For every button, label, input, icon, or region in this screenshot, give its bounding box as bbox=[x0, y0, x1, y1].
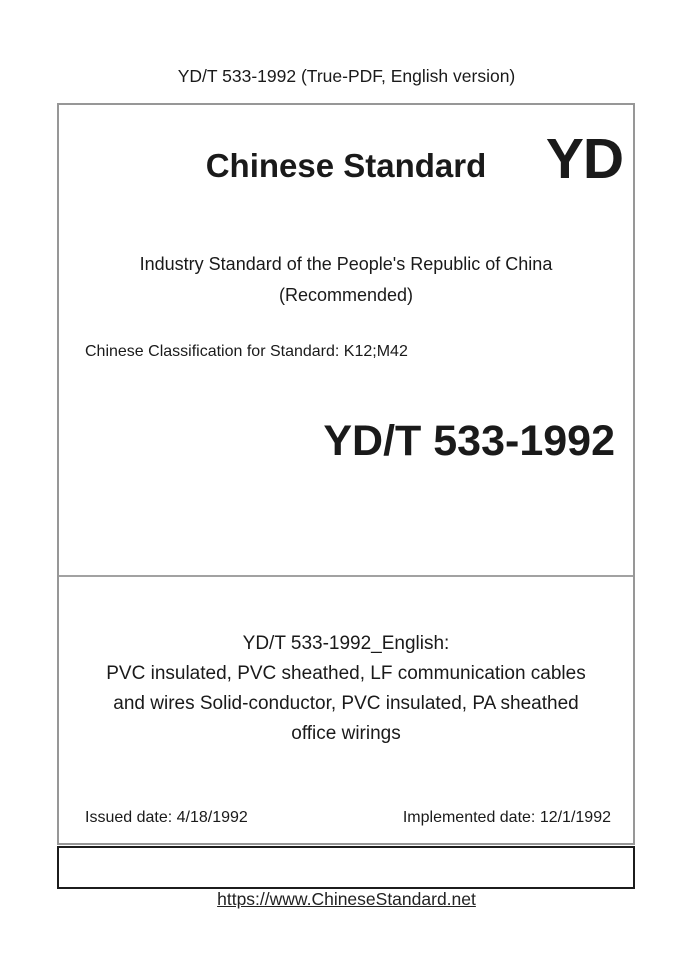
dates-row bbox=[85, 807, 611, 829]
subtitle-line: Industry Standard of the People's Republic of China bbox=[139, 254, 553, 274]
english-title-line: YD/T 533-1992_English: bbox=[242, 633, 450, 654]
site-link[interactable]: https://www.ChineseStandard.net bbox=[217, 889, 476, 909]
subtitle-block bbox=[59, 249, 633, 311]
cover-box bbox=[57, 103, 635, 845]
recommended-label: (Recommended) bbox=[278, 285, 414, 305]
english-title-line: and wires Solid-conductor, PVC insulated, PA sheathed bbox=[113, 693, 579, 714]
classification-text: Chinese Classification for Standard: K12;M42 bbox=[85, 343, 408, 360]
footer bbox=[0, 889, 693, 910]
document-header: YD/T 533-1992 (True-PDF, English version) bbox=[177, 66, 516, 86]
english-title-line: office wirings bbox=[291, 723, 401, 744]
empty-footer-box bbox=[57, 846, 635, 889]
english-title-block bbox=[59, 629, 633, 749]
implemented-date: Implemented date: 12/1/1992 bbox=[402, 809, 611, 826]
english-title-line: PVC insulated, PVC sheathed, LF communication cables bbox=[106, 663, 586, 684]
publisher-logo: YD bbox=[545, 127, 623, 191]
brand-title: Chinese Standard bbox=[205, 147, 487, 184]
standard-number: YD/T 533-1992 bbox=[323, 417, 615, 465]
section-divider bbox=[59, 575, 633, 577]
issued-date: Issued date: 4/18/1992 bbox=[85, 809, 248, 826]
